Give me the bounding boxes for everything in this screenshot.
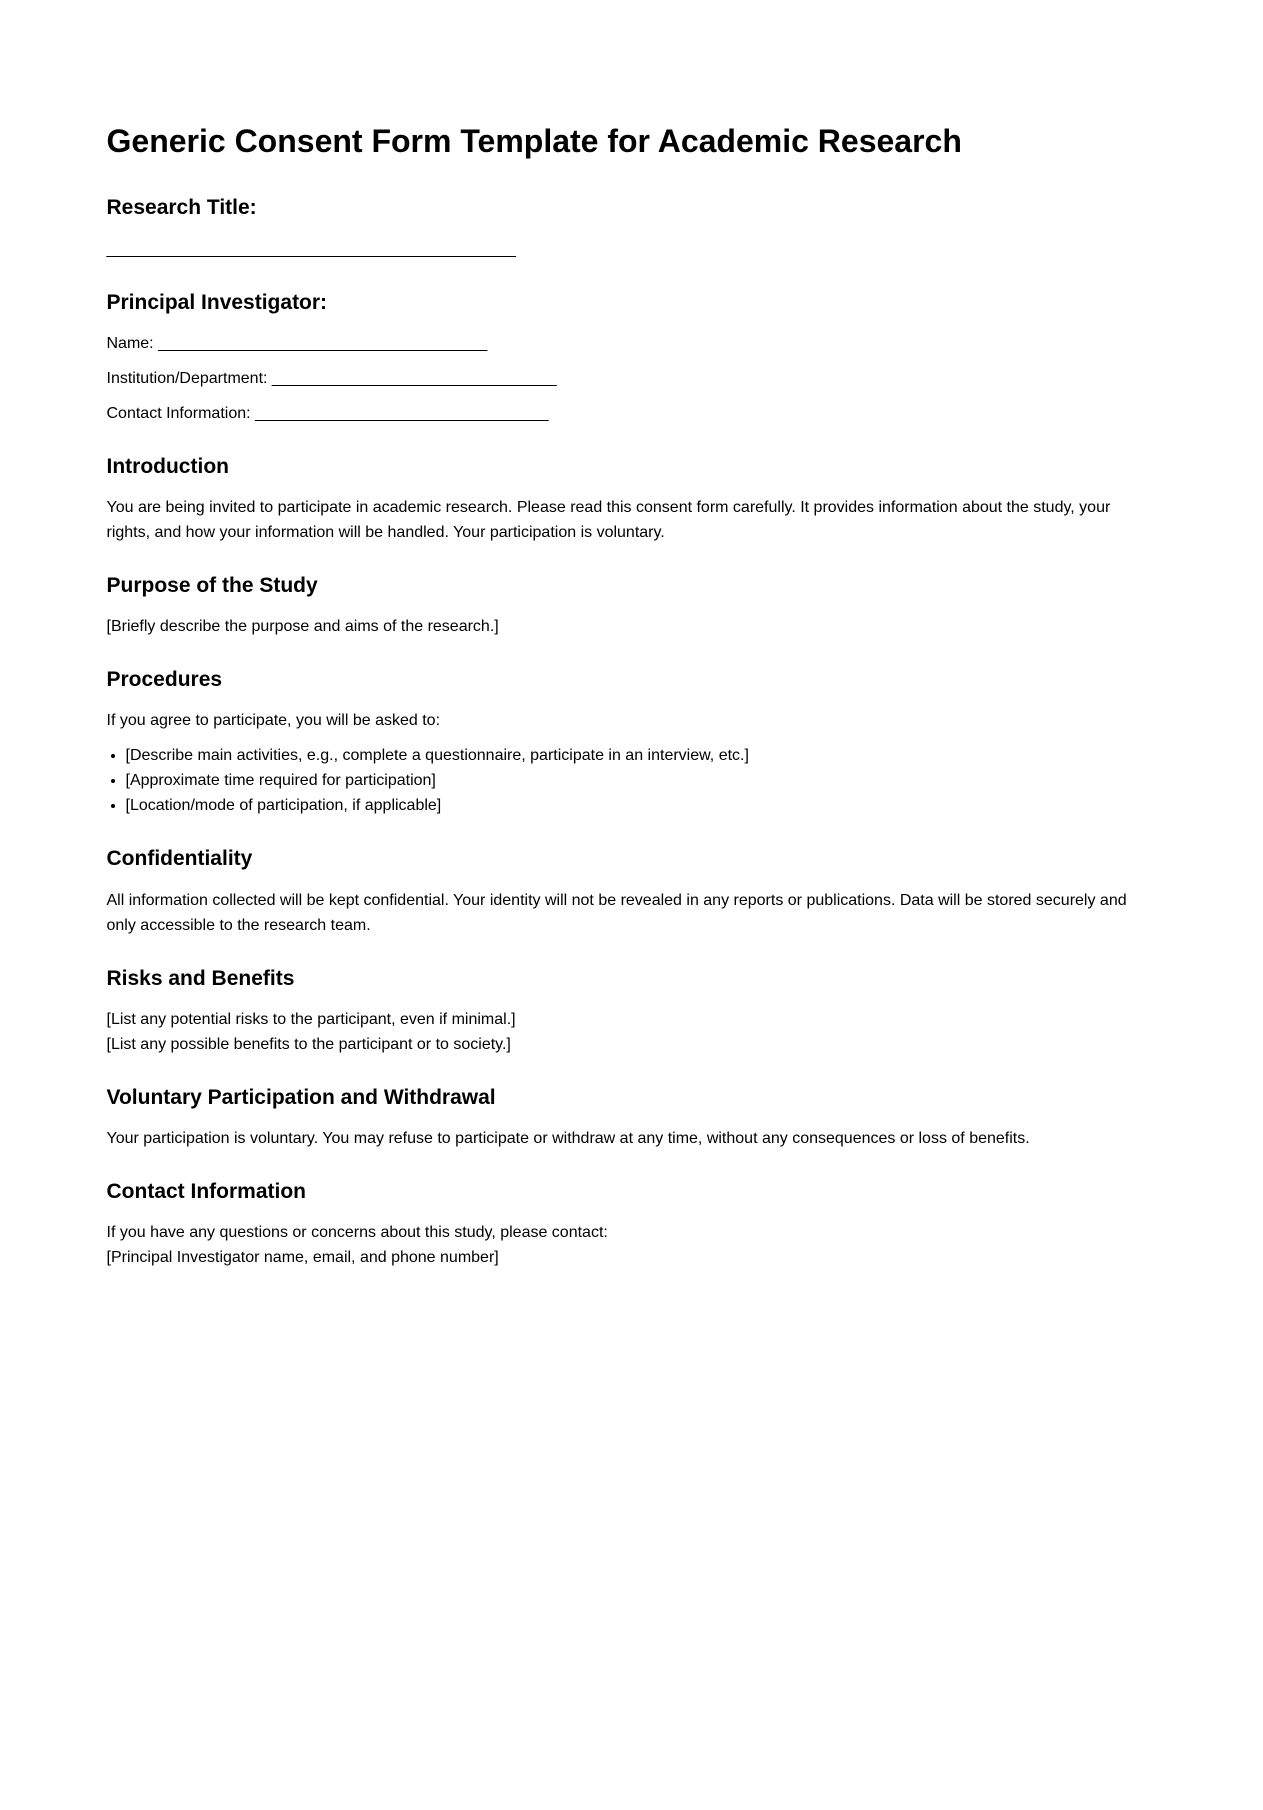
pi-institution-field xyxy=(107,366,1157,391)
document-page xyxy=(107,0,1157,1270)
list-item: • [Approximate time required for participation] xyxy=(126,768,1157,793)
pi-institution-blank: ________________________________ xyxy=(271,369,557,387)
pi-contact-label: Contact Information: xyxy=(106,404,256,422)
principal-investigator-heading: Principal Investigator: xyxy=(106,290,328,314)
research-title-blank: ______________________________________________ xyxy=(106,240,516,258)
contact-text xyxy=(107,1220,1157,1270)
voluntary-text: Your participation is voluntary. You may refuse to participate or withdraw at any time, without any consequences or loss of benefits. xyxy=(106,1129,1030,1147)
list-item: • [Location/mode of participation, if applicable] xyxy=(126,793,1157,818)
purpose-heading: Purpose of the Study xyxy=(106,573,318,597)
contact-line-1: If you have any questions or concerns about this study, please contact: xyxy=(106,1224,608,1242)
risks-benefits-text xyxy=(107,1007,1157,1057)
pi-contact-field xyxy=(107,401,1157,426)
pi-institution-label: Institution/Department: xyxy=(106,369,272,387)
pi-contact-blank: _________________________________ xyxy=(255,404,549,422)
benefits-line: [List any possible benefits to the participant or to society.] xyxy=(106,1035,511,1053)
contact-line-2: [Principal Investigator name, email, and phone number] xyxy=(106,1249,499,1267)
procedures-intro: If you agree to participate, you will be asked to: xyxy=(106,712,441,730)
confidentiality-heading: Confidentiality xyxy=(106,847,253,871)
procedures-heading: Procedures xyxy=(106,668,223,692)
risks-benefits-heading: Risks and Benefits xyxy=(106,966,295,990)
research-title-blank-line xyxy=(107,237,1157,262)
confidentiality-text: All information collected will be kept confidential. Your identity will not be revealed in any reports or publications. Data will be stored securely and only accessible to the research team. xyxy=(106,891,1127,934)
document-title: Generic Consent Form Template for Academic Research xyxy=(106,123,962,159)
purpose-text: [Briefly describe the purpose and aims of the research.] xyxy=(106,618,499,636)
contact-heading: Contact Information xyxy=(106,1179,306,1203)
procedures-list xyxy=(107,743,1157,818)
introduction-text: You are being invited to participate in academic research. Please read this consent form carefully. It provides information about the study, your rights, and how your information will be handled. Your participation is voluntary. xyxy=(106,498,1111,541)
voluntary-heading: Voluntary Participation and Withdrawal xyxy=(106,1085,496,1109)
introduction-heading: Introduction xyxy=(106,454,229,478)
list-item: • [Describe main activities, e.g., complete a questionnaire, participate in an interview, etc.] xyxy=(126,743,1157,768)
pi-name-field xyxy=(107,331,1157,356)
pi-name-label: Name: xyxy=(106,334,159,352)
risks-line: [List any potential risks to the participant, even if minimal.] xyxy=(106,1010,516,1028)
research-title-heading: Research Title: xyxy=(106,196,257,220)
pi-name-blank: _____________________________________ xyxy=(158,334,488,352)
